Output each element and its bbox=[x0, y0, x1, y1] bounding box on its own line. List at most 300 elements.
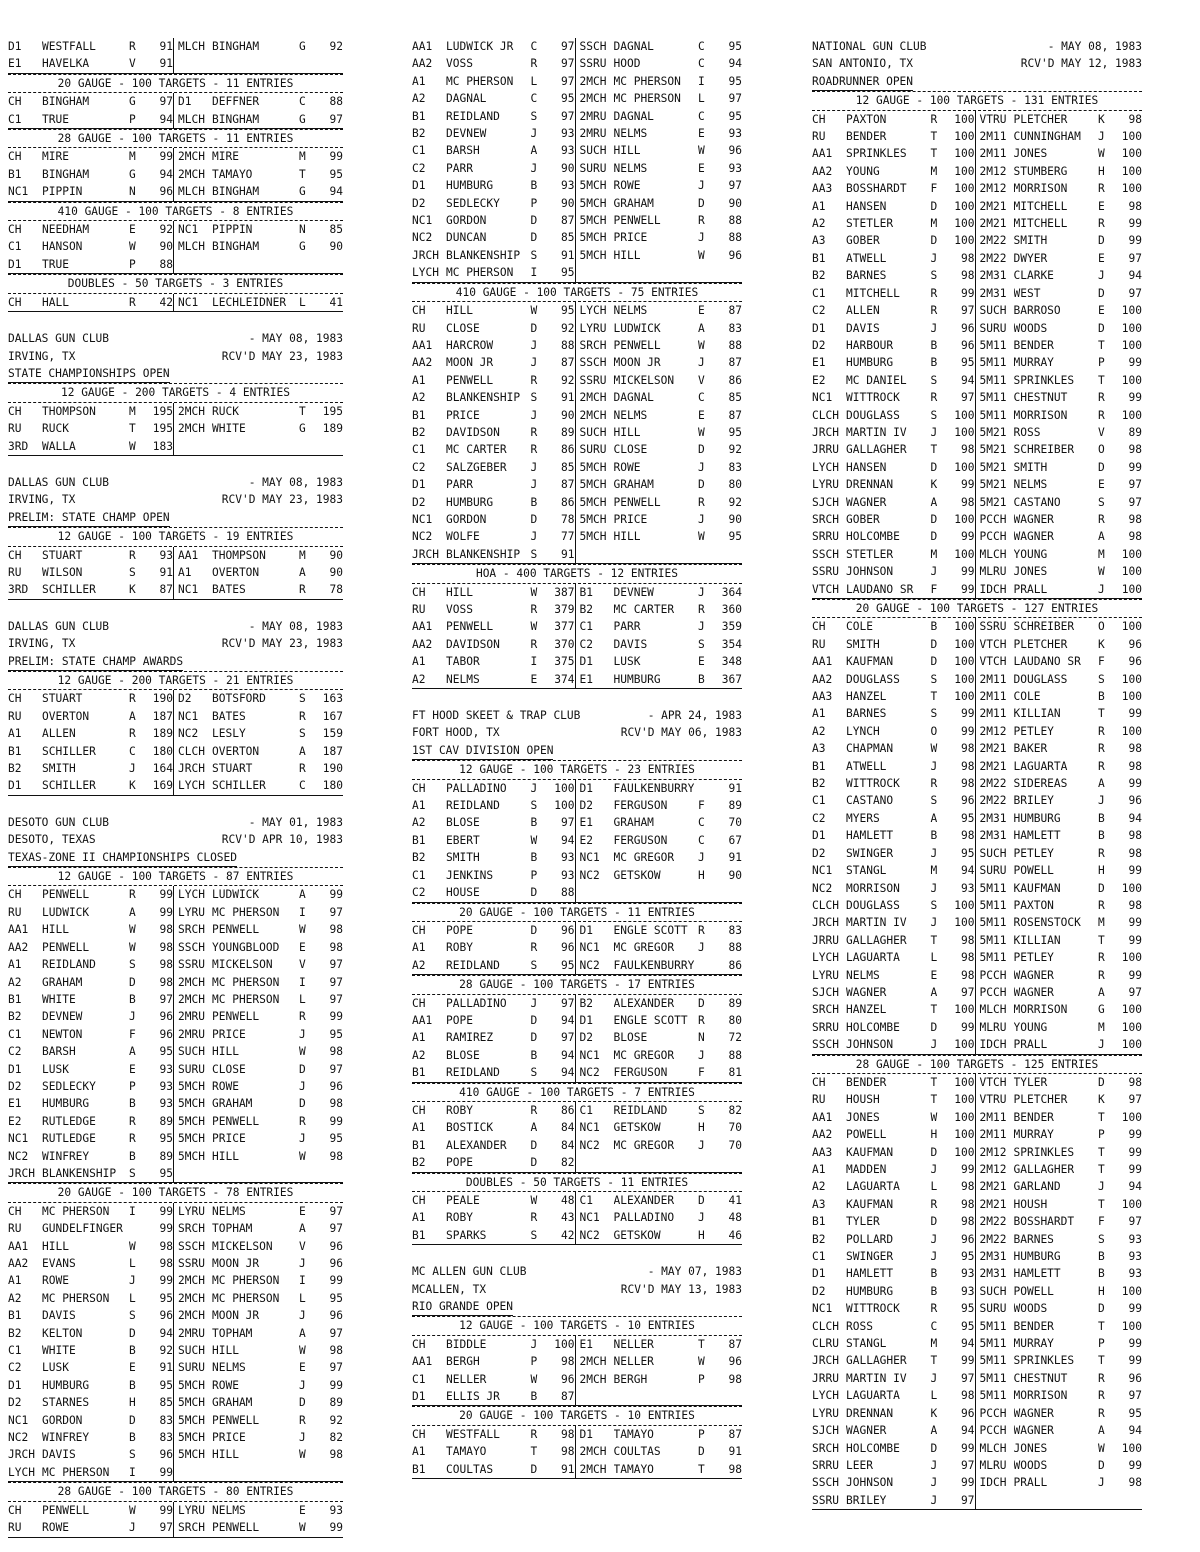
shooter-name: ROWE bbox=[42, 1521, 69, 1535]
class-code: C1 bbox=[579, 620, 593, 634]
score: 89 bbox=[1128, 425, 1142, 439]
shooter-initial: W bbox=[698, 530, 705, 544]
shooter-name: POLLARD bbox=[846, 1232, 894, 1246]
result-entry bbox=[975, 1283, 1143, 1300]
shooter-initial: H bbox=[1098, 864, 1105, 878]
shooter-initial: B bbox=[930, 356, 938, 370]
class-code: 5M21 bbox=[979, 425, 1007, 439]
result-entry bbox=[173, 1255, 343, 1272]
result-row bbox=[812, 511, 1142, 528]
shooter-name: HILL bbox=[446, 585, 473, 599]
class-code: NC1 bbox=[812, 391, 833, 405]
class-code: SSRU bbox=[579, 57, 607, 71]
score: 97 bbox=[961, 1371, 975, 1385]
result-entry bbox=[975, 845, 1143, 862]
shooter-name: KILLIAN bbox=[1013, 707, 1061, 721]
shooter-name: SCHREIBER bbox=[1013, 620, 1075, 634]
result-entry bbox=[575, 1227, 743, 1244]
event-title: PRELIM: STATE CHAMP AWARDS bbox=[8, 653, 183, 671]
shooter-initial: R bbox=[299, 762, 306, 776]
shooter-initial: W bbox=[299, 1045, 306, 1059]
score: 100 bbox=[1121, 1110, 1142, 1124]
shooter-name: JOHNSON bbox=[846, 1476, 894, 1490]
class-code: VTRU bbox=[979, 112, 1007, 126]
result-row bbox=[412, 922, 742, 939]
shooter-name: MOON JR bbox=[613, 356, 661, 370]
shooter-name: KAUFMAN bbox=[846, 655, 894, 669]
shooter-name: JONES bbox=[846, 1110, 880, 1124]
result-entry bbox=[173, 148, 343, 165]
shooter-name: THOMPSON bbox=[42, 404, 96, 418]
result-entry bbox=[975, 302, 1143, 319]
shooter-name: DUNCAN bbox=[446, 231, 487, 245]
shooter-initial: J bbox=[530, 460, 538, 474]
score: 87 bbox=[159, 583, 173, 597]
result-entry bbox=[812, 1144, 975, 1161]
shooter-initial: R bbox=[698, 923, 705, 937]
shooter-name: WAGNER bbox=[1013, 1424, 1054, 1438]
result-row bbox=[412, 832, 742, 849]
class-code: RU bbox=[8, 709, 22, 723]
shooter-initial: T bbox=[1098, 1197, 1105, 1211]
score: 98 bbox=[961, 1389, 975, 1403]
shooter-initial: H bbox=[698, 1228, 705, 1242]
shooter-initial: S bbox=[930, 269, 938, 283]
score: 187 bbox=[152, 709, 173, 723]
shooter-initial: B bbox=[129, 1149, 136, 1163]
shooter-name: BRILEY bbox=[1013, 794, 1054, 808]
result-entry bbox=[975, 459, 1143, 476]
result-entry bbox=[412, 389, 575, 406]
result-entry bbox=[975, 1213, 1143, 1230]
result-row bbox=[812, 1474, 1142, 1491]
event-line bbox=[8, 365, 343, 383]
shooter-name: BLANKENSHIP bbox=[446, 547, 521, 561]
result-entry bbox=[8, 725, 173, 742]
shooter-initial: J bbox=[930, 1371, 938, 1385]
class-code: SJCH bbox=[812, 985, 839, 999]
shooter-initial: J bbox=[698, 460, 705, 474]
score: 91 bbox=[561, 248, 575, 262]
shooter-name: WINFREY bbox=[42, 1149, 90, 1163]
class-code: 2MCH bbox=[178, 422, 205, 436]
shooter-initial: T bbox=[1098, 373, 1105, 387]
shooter-initial: J bbox=[1098, 582, 1105, 596]
score: 375 bbox=[554, 655, 575, 669]
shooter-initial: S bbox=[530, 1228, 538, 1242]
result-row bbox=[812, 723, 1142, 740]
result-row bbox=[8, 1412, 343, 1429]
shooter-initial: J bbox=[930, 1250, 938, 1264]
shooter-name: GALLAGHER bbox=[846, 933, 907, 947]
score: 100 bbox=[954, 408, 975, 422]
score: 93 bbox=[728, 127, 742, 141]
score: 91 bbox=[561, 1462, 575, 1476]
score: 98 bbox=[961, 759, 975, 773]
score: 93 bbox=[961, 881, 975, 895]
result-row bbox=[8, 777, 343, 795]
class-code: 2M22 bbox=[979, 234, 1007, 248]
score: 97 bbox=[728, 179, 742, 193]
shooter-name: MICKELSON bbox=[212, 1239, 273, 1253]
result-entry bbox=[8, 1290, 173, 1307]
shooter-name: WHITE bbox=[212, 422, 246, 436]
score: 98 bbox=[159, 940, 173, 954]
shooter-name: GUNDELFINGER bbox=[42, 1222, 123, 1236]
shooter-name: ROSS bbox=[846, 1319, 873, 1333]
shooter-initial: J bbox=[530, 161, 538, 175]
result-entry bbox=[575, 1192, 743, 1209]
result-entry bbox=[975, 528, 1143, 545]
shooter-name: HAMLETT bbox=[846, 829, 894, 843]
class-code: SSRU bbox=[178, 1257, 205, 1270]
shooter-name: PRICE bbox=[613, 231, 648, 245]
shooter-name: PRICE bbox=[613, 512, 648, 526]
class-code: B1 bbox=[412, 109, 426, 123]
shooter-initial: J bbox=[930, 1476, 938, 1490]
shooter-name: SCHILLER bbox=[42, 583, 96, 597]
score: 85 bbox=[728, 391, 742, 405]
class-code: JRCH bbox=[812, 425, 839, 439]
event-title: TEXAS-ZONE II CHAMPIONSHIPS CLOSED bbox=[8, 849, 237, 867]
shooter-name: BLOSE bbox=[446, 1048, 480, 1062]
shooter-name: GORDON bbox=[446, 214, 487, 228]
shooter-initial: B bbox=[530, 495, 538, 509]
shooter-name: PENWELL bbox=[42, 940, 90, 954]
shooter-initial: T bbox=[930, 443, 938, 457]
class-code: 5M11 bbox=[979, 356, 1007, 370]
score: 99 bbox=[1128, 968, 1142, 982]
shooter-name: LUDWICK bbox=[613, 321, 661, 335]
shooter-name: BATES bbox=[212, 709, 246, 723]
shooter-name: CHESTNUT bbox=[1013, 1371, 1068, 1385]
shooter-name: TYLER bbox=[846, 1215, 880, 1229]
shooter-name: FAULKENBURRY bbox=[613, 781, 695, 795]
result-row bbox=[8, 921, 343, 938]
shooter-initial: J bbox=[129, 762, 136, 776]
score: 99 bbox=[159, 888, 173, 902]
result-entry bbox=[575, 884, 743, 901]
shooter-initial: R bbox=[1098, 182, 1105, 196]
score: 98 bbox=[961, 269, 975, 283]
result-entry bbox=[975, 441, 1143, 458]
result-row bbox=[812, 337, 1142, 354]
result-entry bbox=[173, 1130, 343, 1147]
class-code: 2M12 bbox=[979, 164, 1007, 178]
result-row bbox=[812, 128, 1142, 145]
class-code: C1 bbox=[579, 1194, 593, 1207]
shooter-name: POWELL bbox=[846, 1128, 887, 1142]
result-entry bbox=[812, 967, 975, 984]
class-code: NC1 bbox=[579, 851, 600, 865]
class-code: A2 bbox=[412, 391, 426, 405]
result-entry bbox=[575, 780, 743, 797]
shooter-name: SPRINKLES bbox=[846, 147, 907, 161]
class-code: NC1 bbox=[8, 1132, 29, 1146]
shooter-initial: P bbox=[1098, 1128, 1105, 1142]
shooter-name: POWELL bbox=[1013, 864, 1054, 878]
shooter-initial: J bbox=[299, 1079, 306, 1093]
result-row bbox=[812, 1387, 1142, 1404]
result-row bbox=[8, 581, 343, 599]
result-entry bbox=[8, 1519, 173, 1536]
shooter-initial: B bbox=[129, 1431, 136, 1445]
shooter-name: BERGH bbox=[613, 1372, 648, 1386]
result-row bbox=[812, 528, 1142, 545]
shooter-initial: A bbox=[129, 905, 136, 919]
score: 99 bbox=[159, 905, 173, 919]
class-code: SURU bbox=[579, 161, 607, 175]
shooter-name: ELLIS JR bbox=[446, 1390, 500, 1404]
score: 100 bbox=[1121, 182, 1142, 196]
score: 86 bbox=[728, 958, 742, 972]
result-row bbox=[8, 1008, 343, 1025]
shooter-name: SMITH bbox=[1013, 460, 1048, 474]
shooter-name: LAUDANO SR bbox=[1013, 655, 1081, 669]
score: 99 bbox=[1128, 391, 1142, 405]
result-entry bbox=[812, 1161, 975, 1178]
result-row bbox=[8, 1078, 343, 1095]
class-code: RU bbox=[812, 1093, 826, 1107]
shooter-initial: J bbox=[530, 338, 538, 352]
shooter-name: LAGUARTA bbox=[1013, 759, 1068, 773]
shooter-initial: B bbox=[930, 1267, 938, 1281]
shooter-initial: V bbox=[299, 958, 306, 972]
class-code: C1 bbox=[579, 1103, 593, 1117]
shooter-name: BINGHAM bbox=[212, 40, 260, 53]
class-code: AA2 bbox=[812, 164, 833, 178]
shooter-initial: D bbox=[530, 1013, 538, 1027]
score: 87 bbox=[728, 356, 742, 370]
score: 92 bbox=[329, 40, 343, 53]
result-entry bbox=[812, 1109, 975, 1126]
shooter-initial: W bbox=[129, 240, 136, 254]
shooter-name: MORRISON bbox=[846, 881, 900, 895]
class-code: A1 bbox=[178, 565, 192, 579]
score: 100 bbox=[1121, 951, 1142, 965]
received-date: RCV'D MAY 23, 1983 bbox=[221, 349, 343, 363]
class-code: A1 bbox=[812, 707, 826, 721]
result-entry bbox=[8, 1325, 173, 1342]
result-entry bbox=[412, 212, 575, 229]
shooter-initial: R bbox=[129, 1132, 136, 1146]
category-heading: 12 GAUGE - 100 TARGETS - 131 ENTRIES bbox=[812, 91, 1142, 110]
result-entry bbox=[975, 1178, 1143, 1195]
class-code: LYCH bbox=[412, 266, 439, 280]
shooter-initial: D bbox=[530, 1462, 538, 1476]
shooter-initial: T bbox=[1098, 1319, 1105, 1333]
shooter-name: GORDON bbox=[446, 512, 487, 526]
shooter-name: STUART bbox=[212, 762, 253, 776]
shooter-initial: B bbox=[930, 1284, 938, 1298]
result-entry bbox=[575, 1353, 743, 1370]
result-entry bbox=[812, 198, 975, 215]
result-row bbox=[812, 845, 1142, 862]
result-entry bbox=[412, 528, 575, 545]
score: 100 bbox=[1121, 1284, 1142, 1298]
shooter-name: NELMS bbox=[212, 1361, 246, 1375]
result-entry bbox=[975, 476, 1143, 493]
score: 99 bbox=[329, 1521, 343, 1535]
category-heading: 12 GAUGE - 100 TARGETS - 10 ENTRIES bbox=[412, 1316, 742, 1335]
class-code: RU bbox=[8, 422, 22, 436]
score: 85 bbox=[329, 223, 343, 237]
score: 100 bbox=[1121, 1038, 1142, 1052]
score: 100 bbox=[954, 217, 975, 231]
result-row bbox=[812, 232, 1142, 249]
score: 100 bbox=[954, 672, 975, 686]
shooter-name: BARNES bbox=[846, 707, 887, 721]
shooter-initial: V bbox=[299, 1239, 306, 1253]
shooter-initial: T bbox=[1098, 1163, 1105, 1176]
shooter-name: PARR bbox=[446, 478, 473, 492]
result-row bbox=[812, 198, 1142, 215]
shooter-name: TOPHAM bbox=[212, 1326, 253, 1340]
shooter-name: DOUGLASS bbox=[846, 408, 900, 422]
shooter-name: PENWELL bbox=[42, 1503, 90, 1517]
class-code: NC2 bbox=[8, 1149, 29, 1163]
result-entry bbox=[173, 1078, 343, 1095]
score: 98 bbox=[1128, 1075, 1142, 1089]
shooter-initial: D bbox=[530, 1138, 538, 1152]
shooter-initial: I bbox=[299, 1274, 306, 1288]
shooter-name: PETLEY bbox=[1013, 724, 1054, 738]
result-entry bbox=[575, 372, 743, 389]
class-code: SRCH bbox=[812, 512, 839, 526]
shooter-initial: P bbox=[530, 1355, 538, 1369]
score: 98 bbox=[961, 742, 975, 756]
shooter-name: JOHNSON bbox=[846, 1038, 894, 1052]
shooter-initial: B bbox=[1098, 1250, 1105, 1264]
result-row bbox=[412, 459, 742, 476]
shooter-initial: C bbox=[698, 57, 705, 71]
shooter-initial: C bbox=[698, 816, 705, 830]
class-code: D2 bbox=[412, 196, 426, 210]
result-row bbox=[812, 1001, 1142, 1018]
shooter-name: BARNES bbox=[1013, 1232, 1054, 1246]
class-code: NC1 bbox=[812, 1302, 833, 1316]
class-code: C2 bbox=[412, 460, 426, 474]
shooter-initial: D bbox=[930, 530, 938, 544]
result-entry bbox=[8, 581, 173, 598]
result-row bbox=[412, 957, 742, 975]
score: 99 bbox=[1128, 933, 1142, 947]
shooter-name: PAXTON bbox=[1013, 898, 1054, 912]
class-code: D1 bbox=[579, 1013, 593, 1027]
score: 90 bbox=[329, 565, 343, 579]
class-code: C1 bbox=[8, 1344, 22, 1358]
result-entry bbox=[575, 1012, 743, 1029]
result-entry bbox=[975, 1370, 1143, 1387]
class-code: SUCH bbox=[579, 144, 607, 158]
shooter-name: BOSSHARDT bbox=[1013, 1215, 1075, 1229]
result-entry bbox=[412, 125, 575, 142]
shooter-initial: R bbox=[930, 1197, 938, 1211]
score: 91 bbox=[159, 40, 173, 53]
result-entry bbox=[575, 142, 743, 159]
shooter-name: WITTROCK bbox=[846, 391, 900, 405]
class-code: 5M11 bbox=[979, 338, 1007, 352]
class-code: JRCH bbox=[178, 762, 205, 776]
score: 89 bbox=[159, 1149, 173, 1163]
shooter-name: BRILEY bbox=[846, 1493, 887, 1507]
shooter-initial: E bbox=[930, 968, 938, 982]
shooter-initial: V bbox=[1098, 425, 1105, 439]
shooter-name: MC PHERSON bbox=[42, 1465, 110, 1479]
class-code: A1 bbox=[412, 799, 426, 813]
class-code: B2 bbox=[412, 851, 426, 865]
result-entry bbox=[412, 653, 575, 670]
class-code: LYRU bbox=[579, 321, 607, 335]
result-entry bbox=[812, 914, 975, 931]
result-row bbox=[812, 1178, 1142, 1195]
shooter-initial: E bbox=[698, 655, 705, 669]
shooter-initial: T bbox=[930, 933, 938, 947]
result-row bbox=[8, 420, 343, 437]
shooter-initial: J bbox=[930, 1038, 938, 1052]
result-row bbox=[412, 1012, 742, 1029]
shooter-initial: J bbox=[1098, 269, 1105, 283]
result-entry bbox=[812, 1352, 975, 1369]
shooter-initial: M bbox=[930, 1337, 938, 1351]
class-code: C1 bbox=[412, 868, 426, 882]
score: 82 bbox=[329, 1431, 343, 1445]
class-code: D1 bbox=[8, 257, 22, 271]
result-row bbox=[412, 1102, 742, 1119]
class-code: B2 bbox=[812, 269, 826, 283]
shooter-initial: W bbox=[530, 620, 538, 634]
shooter-name: ROSENSTOCK bbox=[1013, 916, 1081, 930]
result-entry bbox=[575, 177, 743, 194]
score: 97 bbox=[329, 1361, 343, 1375]
score: 91 bbox=[561, 391, 575, 405]
result-entry bbox=[173, 564, 343, 581]
score: 67 bbox=[728, 833, 742, 847]
result-row bbox=[812, 424, 1142, 441]
score: 98 bbox=[1128, 443, 1142, 457]
shooter-name: MC PHERSON bbox=[212, 992, 280, 1006]
shooter-initial: A bbox=[299, 744, 306, 758]
class-code: B1 bbox=[412, 1462, 426, 1476]
result-row bbox=[812, 1457, 1142, 1474]
class-code: D2 bbox=[812, 846, 826, 860]
result-entry bbox=[412, 1426, 575, 1443]
class-code: D2 bbox=[579, 1031, 593, 1045]
result-entry bbox=[8, 1412, 173, 1429]
score: 97 bbox=[561, 1031, 575, 1045]
result-entry bbox=[173, 1272, 343, 1289]
class-code: RU bbox=[412, 603, 426, 616]
category-heading: 12 GAUGE - 100 TARGETS - 87 ENTRIES bbox=[8, 867, 343, 886]
shooter-name: DEFFNER bbox=[212, 95, 260, 109]
result-entry bbox=[812, 1001, 975, 1018]
shooter-initial: H bbox=[129, 1396, 136, 1410]
score: 70 bbox=[728, 816, 742, 830]
result-entry bbox=[812, 1300, 975, 1317]
club-name: DESOTO GUN CLUB bbox=[8, 815, 110, 829]
shooter-initial: B bbox=[129, 992, 136, 1006]
score: 98 bbox=[961, 829, 975, 843]
shooter-name: BARROSO bbox=[1013, 304, 1061, 318]
class-code: A2 bbox=[812, 1180, 826, 1194]
event-line bbox=[8, 653, 343, 671]
result-row bbox=[412, 320, 742, 337]
shooter-initial: L bbox=[530, 74, 538, 88]
result-row bbox=[412, 867, 742, 884]
class-code: 2MCH bbox=[579, 1372, 607, 1386]
score: 100 bbox=[1121, 1197, 1142, 1211]
shooter-initial: J bbox=[698, 620, 705, 634]
